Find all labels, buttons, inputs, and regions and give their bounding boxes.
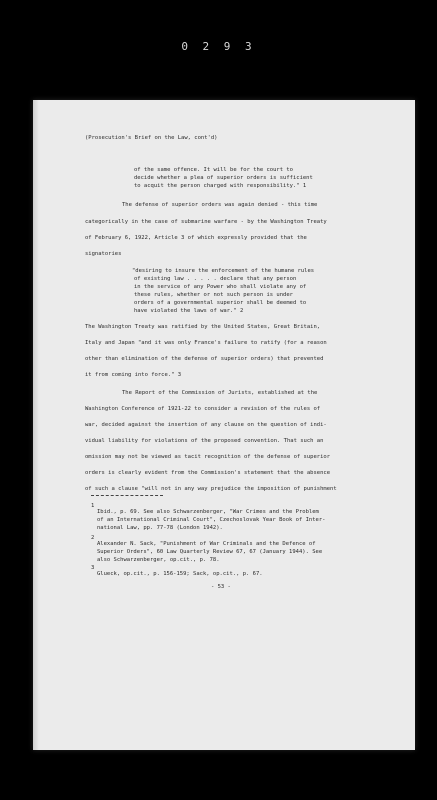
- para3-line-1: The Report of the Commission of Jurists, established at the: [122, 390, 318, 396]
- quote2-line-1: "desiring to insure the enforcement of the humane rules: [132, 268, 315, 274]
- para3-line-4: vidual liability for violations of the proposed convention. That such an: [85, 438, 324, 444]
- para2-line-3: other than elimination of the defense of superior orders) that prevented: [85, 356, 324, 362]
- quote2-line-6: have violated the laws of war." 2: [134, 308, 244, 314]
- document-page: [33, 100, 415, 750]
- para1-line-1: The defense of superior orders was again denied - this time: [122, 202, 318, 208]
- document-header: (Prosecution's Brief on the Law, cont'd): [85, 135, 218, 141]
- para3-line-2: Washington Conference of 1921-22 to consider a revision of the rules of: [85, 406, 321, 412]
- page-number: - 53 -: [211, 584, 231, 590]
- para3-line-5: omission may not be viewed as tacit recognition of the defense of superior: [85, 454, 331, 460]
- footnote-3-number: 3: [91, 565, 95, 571]
- footnote-divider: [91, 495, 163, 496]
- footnote-2-line-3: also Schwarzenberger, op.cit., p. 78.: [97, 557, 220, 563]
- para3-line-3: war, decided against the insertion of any clause on the question of indi-: [85, 422, 327, 428]
- para2-line-1: The Washington Treaty was ratified by the United States, Great Britain,: [85, 324, 321, 330]
- quote2-line-4: these rules, whether or not such person is under: [134, 292, 293, 298]
- footnote-2-line-1: Alexander N. Sack, "Punishment of War Criminals and the Defence of: [97, 541, 316, 547]
- para2-line-2: Italy and Japan "and it was only France's failure to ratify (for a reason: [85, 340, 327, 346]
- para1-line-4: signatories: [85, 251, 122, 257]
- footnote-1-number: 1: [91, 503, 95, 509]
- para1-line-2: categorically in the case of submarine warfare - by the Washington Treaty: [85, 219, 327, 225]
- quote2-line-2: of existing law . . . . . declare that any person: [134, 276, 297, 282]
- quote2-line-3: in the service of any Power who shall violate any of: [134, 284, 307, 290]
- footnote-1-line-2: of an International Criminal Court", Czechoslovak Year Book of Inter-: [97, 517, 326, 523]
- para3-line-7: of such a clause "will not in any way prejudice the imposition of punishment: [85, 486, 337, 492]
- quote1-line-3: to acquit the person charged with responsibility." 1: [134, 183, 307, 189]
- para3-line-6: orders is clearly evident from the Commission's statement that the absence: [85, 470, 331, 476]
- quote2-line-5: orders of a governmental superior shall be deemed to: [134, 300, 307, 306]
- footnote-2-number: 2: [91, 535, 95, 541]
- footnote-3-line-1: Glueck, op.cit., p. 156-159; Sack, op.cit., p. 67.: [97, 571, 263, 577]
- page-binding-shadow: [33, 100, 39, 750]
- footnote-2-line-2: Superior Orders", 60 Law Quarterly Review 67, 67 (January 1944). See: [97, 549, 323, 555]
- microfilm-frame-number: 0 2 9 3: [181, 40, 256, 53]
- para1-line-3: of February 6, 1922, Article 3 of which expressly provided that the: [85, 235, 307, 241]
- quote1-line-2: decide whether a plea of superior orders is sufficient: [134, 175, 313, 181]
- footnote-1-line-1: Ibid., p. 69. See also Schwarzenberger, "War Crimes and the Problem: [97, 509, 319, 515]
- footnote-1-line-3: national Law, pp. 77-78 (London 1942).: [97, 525, 223, 531]
- quote1-line-1: of the same offence. It will be for the court to: [134, 167, 293, 173]
- para2-line-4: it from coming into force." 3: [85, 372, 182, 378]
